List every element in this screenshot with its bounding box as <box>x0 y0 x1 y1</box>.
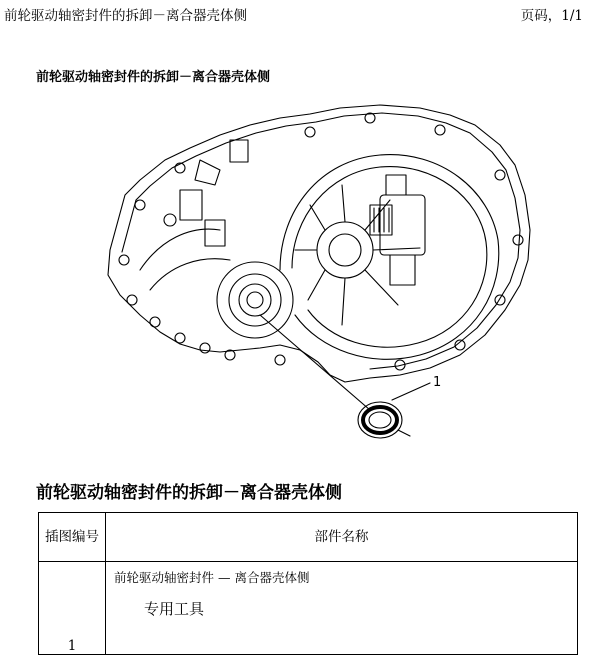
left-case-details <box>119 140 285 365</box>
header-page-number: 页码，1/1 <box>520 8 583 24</box>
transaxle-illustration <box>80 100 550 460</box>
driveshaft-bore <box>217 262 293 338</box>
row-part-cell <box>106 562 578 655</box>
figure-caption-title: 前轮驱动轴密封件的拆卸－离合器壳体侧 <box>36 70 271 85</box>
table-row <box>39 562 578 655</box>
rim-bolts <box>305 113 523 370</box>
bellhousing-rim <box>280 155 499 360</box>
col-header-figure-number: 插图编号 <box>39 513 106 562</box>
row-part-name: 前轮驱动轴密封件 — 离合器壳体侧 <box>114 570 310 585</box>
input-shaft <box>370 175 425 285</box>
col-header-part-name: 部件名称 <box>106 513 578 562</box>
row-figure-number: 1 <box>39 562 106 655</box>
housing-outline <box>108 105 530 382</box>
header-doc-title: 前轮驱动轴密封件的拆卸－离合器壳体侧 <box>4 8 247 24</box>
table-header-row <box>39 513 578 562</box>
seal-leader-line <box>260 315 370 410</box>
section-title: 前轮驱动轴密封件的拆卸－离合器壳体侧 <box>36 483 342 503</box>
row-tools-label: 专用工具 <box>144 600 205 618</box>
parts-table <box>38 512 578 655</box>
callout-number: 1 <box>433 375 442 390</box>
axle-seal <box>358 402 410 438</box>
callout-leader <box>392 383 430 400</box>
